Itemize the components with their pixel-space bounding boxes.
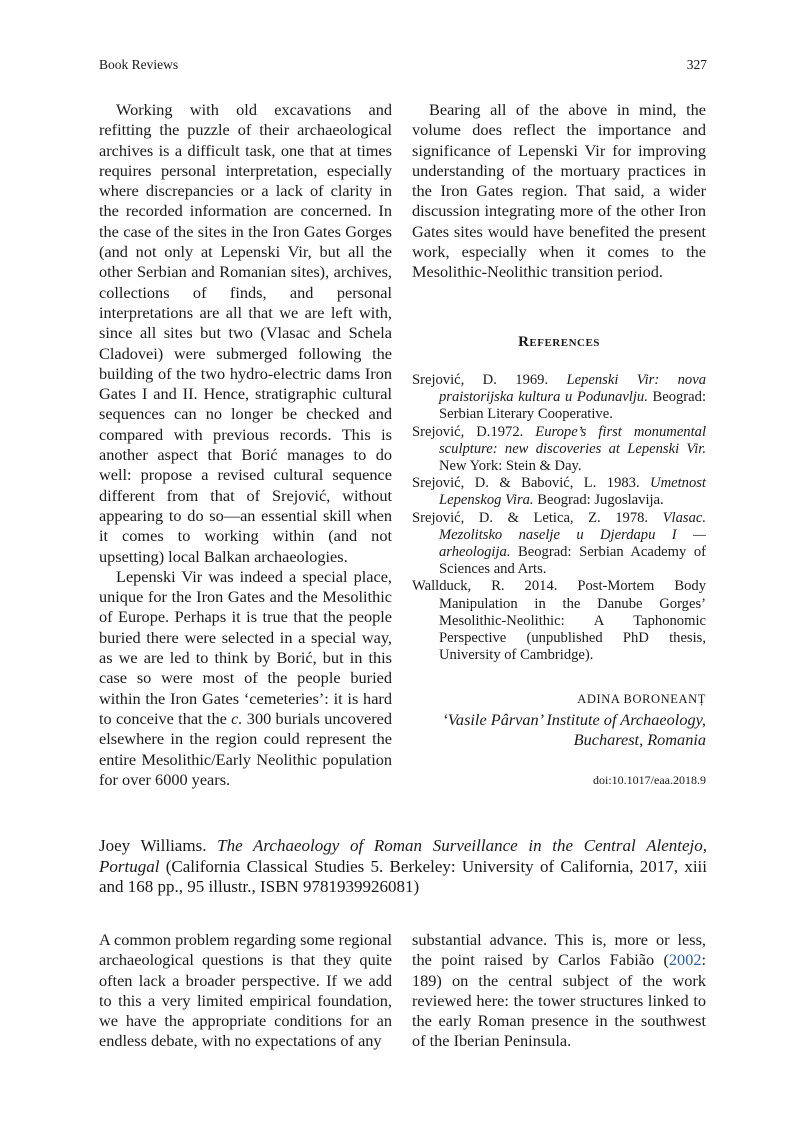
reviewer-affiliation: [412, 710, 706, 751]
reference-title: Vlasac. Mezolitsko naselje u Djerdapu I — arheologija.: [439, 509, 706, 561]
references-heading: References: [518, 334, 600, 350]
book-author: Joey Williams.: [99, 836, 218, 855]
reference-title: Lepenski Vir: nova praistorijska kultura u Podunavlju.: [439, 372, 706, 406]
right-column-bottom: [412, 930, 706, 1052]
reviewer-name: ADINA BORONEANȚ: [577, 692, 706, 706]
references-list: [412, 372, 706, 664]
doi: doi:10.1017/eaa.2018.9: [593, 773, 706, 787]
left-column-top: [99, 100, 392, 790]
book-details: (California Classical Studies 5. Berkeley: University of California, 2017, xiii and 168 pp., 95 illustr., ISBN 9781939926081): [99, 856, 707, 896]
affiliation-line: ‘Vasile Pârvan’ Institute of Archaeology,: [442, 710, 706, 729]
paragraph-text: Lepenski Vir was indeed a special place, unique for the Iron Gates and the Mesolithic of Europe. Perhaps it is true that the people buried there were selected in a special way, as we are led to think by Borić, but in this case so were most of the people buried within the Iron Gates ‘cemeteries’: it is hard to conceive that the: [99, 566, 392, 728]
paragraph: Working with old excavations and refitting the puzzle of their archaeological archives is a difficult task, one that at times requires personal interpretation, especially where discrepancies or a lack of clarity in the recorded information are concerned. In the case of the sites in the Iron Gates Gorges (and not only at Lepenski Vir, but all the other Serbian and Romanian sites), archives, collections of finds, and personal interpretations are all that we are left with, since all sites but two (Vlasac and Schela Cladovei) were submerged following the building of the two hydro-electric dams Iron Gates I and II. Hence, stratigraphic cultural sequences can no longer be checked and compared with previous records. This is another aspect that Borić manages to do well: propose a revised cultural sequence different from that of Srejović, without appearing to do so—an essential skill when it comes to working within (and not upsetting) local Balkan archaeologies.: [99, 100, 392, 566]
paragraph: [99, 567, 392, 790]
paragraph: Bearing all of the above in mind, the volume does reflect the importance and significance of Lepenski Vir for improving understanding of the mortuary practices in the Iron Gates region. That said, a wider discussion integrating more of the other Iron Gates sites would have benefited the present work, especially when it comes to the Mesolithic-Neolithic transition period.: [412, 100, 706, 282]
reference-item: [412, 424, 706, 476]
reference-publisher: Beograd: Serbian Literary Cooperative.: [439, 389, 706, 423]
running-head: [99, 55, 707, 75]
book-citation: [99, 836, 707, 898]
reference-item: [412, 475, 706, 509]
paragraph-text-end: : 189) on the central subject of the work reviewed here: the tower structures linked to the early Roman presence in the southwest of the Iberian Peninsula.: [412, 950, 706, 1051]
reference-item: [412, 578, 706, 664]
reference-title: Europe’s first monumental sculpture: new discoveries at Lepenski Vir.: [439, 423, 706, 457]
reference-publisher: Beograd: Serbian Academy of Sciences and Arts.: [439, 544, 706, 578]
paragraph: [412, 930, 706, 1052]
paragraph-text: substantial advance. This is, more or less, the point raised by Carlos Fabião (: [412, 930, 706, 970]
reference-author: Srejović, D.1972.: [412, 423, 536, 440]
reference-item: [412, 510, 706, 579]
reference-title: Umetnost Lepenskog Vira.: [439, 475, 706, 509]
reference-author: Srejović, D. & Babović, L. 1983.: [412, 475, 651, 492]
page-number: 327: [686, 57, 707, 72]
paragraph-text-end: 300 burials uncovered elsewhere in the region could represent the entire Mesolithic/Early Neolithic population for over 6000 years.: [99, 708, 393, 789]
paragraph: A common problem regarding some regional archaeological questions is that they quite often lack a broader perspective. If we add to this a very limited empirical foundation, we have the appropriate conditions for an endless debate, with no expectations of any: [99, 930, 392, 1051]
book-title: The Archaeology of Roman Surveillance in the Central Alentejo, Portugal: [99, 836, 707, 876]
circa-abbrev: c.: [231, 708, 243, 728]
reference-publisher: Beograd: Jugoslavija.: [533, 492, 664, 509]
citation-link[interactable]: 2002: [668, 950, 702, 970]
reference-author: Srejović, D. 1969.: [412, 372, 567, 388]
affiliation-line: Bucharest, Romania: [573, 730, 706, 750]
running-head-title: Book Reviews: [99, 57, 179, 72]
reference-publisher: New York: Stein & Day.: [439, 458, 582, 475]
right-column-top: [412, 100, 706, 283]
reference-author: Srejović, D. & Letica, Z. 1978.: [412, 509, 663, 526]
reference-text: Wallduck, R. 2014. Post-Mortem Body Manipulation in the Danube Gorges’ Mesolithic-Neolithic: A Taphonomic Perspective (unpublished PhD thesis, University of Cambridge).: [412, 578, 706, 664]
left-column-bottom: [99, 930, 392, 1052]
reference-item: [412, 372, 706, 424]
